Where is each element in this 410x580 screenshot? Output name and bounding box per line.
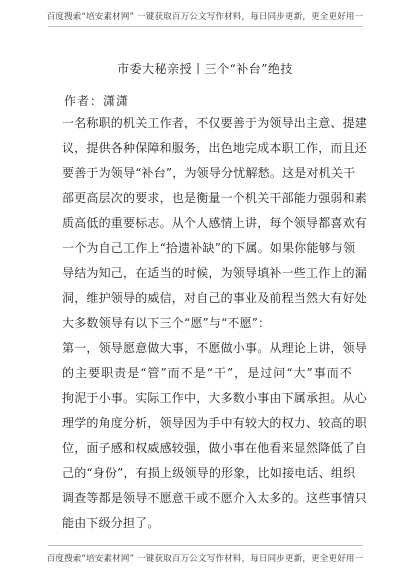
body-line: 导结为知己，在适当的时候，为领导填补一些工作上的漏 [62,266,368,280]
article-author: 作者：潇潇 [64,94,130,108]
body-line: 部更高层次的要求，也是衡量一个机关干部能力强弱和素 [62,191,368,205]
body-line: 理学的角度分析，领导因为手中有较大的权力、较高的职 [62,416,368,430]
body-line: 大多数领导有以下三个“愿”与“不愿”： [62,316,271,330]
body-line: 己的“身份”，有损上级领导的形象，比如接电话、组织 [62,466,356,480]
body-line: 调查等都是领导不愿意干或不愿介入太多的。这些事情只 [62,491,368,505]
footer-divider [48,545,363,546]
body-line: 拘泥于小事。实际工作中，大多数小事由下属承担。从心 [62,391,368,405]
header-banner: 百度搜索“培安素材网” 一键获取百万公文写作材料，每日同步更新，更全更好用一 [46,12,364,22]
body-line: 洞，维护领导的威信，对自己的事业及前程当然大有好处 [62,291,368,305]
body-line: 质高低的重要标志。从个人感情上讲，每个领导都喜欢有 [62,216,368,230]
body-line: 议，提供各种保障和服务，出色地完成本职工作，而且还 [62,141,368,155]
body-line: 一名称职的机关工作者，不仅要善于为领导出主意、提建 [62,116,368,130]
body-line: 的主要职责是“管”而不是“干”，是过问“大”事而不 [62,366,352,380]
body-line: 要善于为领导“补台”，为领导分忧解愁。这是对机关干 [62,166,356,180]
body-line: 第一，领导愿意做大事，不愿做小事。从理论上讲，领导 [62,341,368,355]
footer-banner: 百度搜索“培安素材网” 一键获取百万公文写作材料，每日同步更新，更全更好用一 [46,554,364,564]
body-line: 位，面子感和权威感较强，做小事在他看来显然降低了自 [62,441,368,455]
header-divider [48,26,363,27]
body-line: 一个为自己工作上“拾遗补缺”的下属。如果你能够与领 [62,241,356,255]
body-line: 能由下级分担了。 [62,516,160,530]
article-title: 市委大秘亲授丨三个“补台”绝技 [117,62,293,76]
